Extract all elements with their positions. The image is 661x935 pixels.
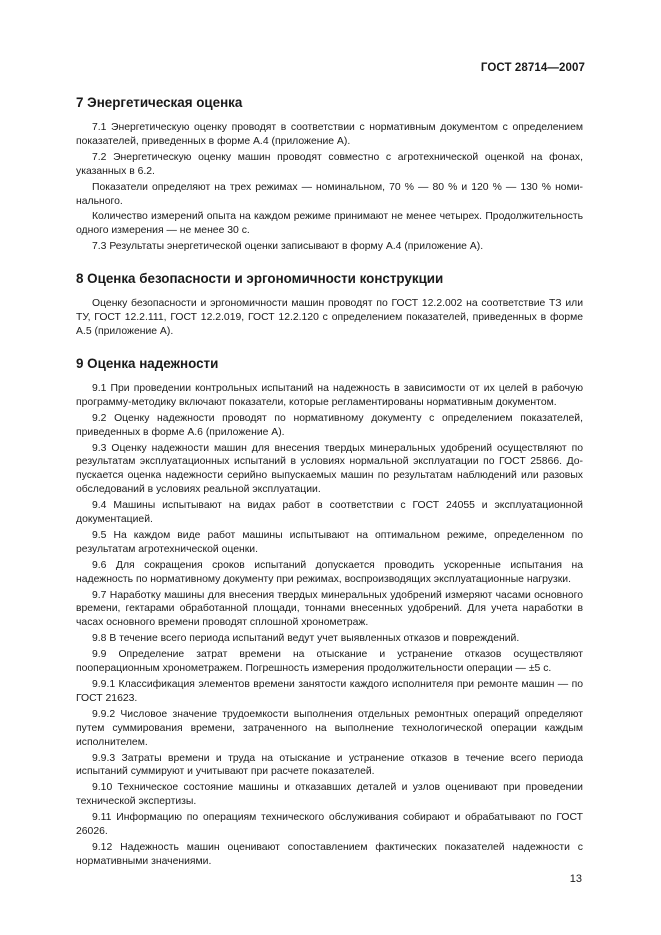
paragraph-8: Оценку безопасности и эргономичности машин проводят по ГОСТ 12.2.002 на соответствие ТЗ или ТУ, ГОСТ 12.2.111, ГОСТ 12.2.019, ГОСТ 12.2.120 с определением показателей, приведенных в форме А.5 (приложение А). — [76, 298, 583, 337]
section-title: 8 Оценка безопасности и эргономичности конструкции — [76, 271, 444, 287]
paragraph-9-10: 9.10 Техническое состояние машины и отказавших деталей и узлов оценивают при проведении технической экспертизы. — [76, 782, 583, 808]
paragraph-9-9-2: 9.9.2 Числовое значение трудоемкости выполнения отдельных ремонтных операций определяют путем суммирования времени, затраченного на выполнение технологической операции каждым исполнителем. — [76, 708, 583, 748]
section-title: 9 Оценка надежности — [76, 355, 219, 371]
document-header: ГОСТ 28714—2007 — [480, 62, 585, 74]
paragraph-9-8: 9.8 В течение всего периода испытаний ведут учет выявленных отказов и повреждений. — [92, 633, 520, 645]
paragraph-9-4: 9.4 Машины испытывают на видах работ в соответствии с ГОСТ 24055 и эксплуатационной документацией. — [76, 500, 583, 526]
page-number: 13 — [569, 873, 582, 885]
paragraph-9-12: 9.12 Надежность машин оценивают сопоставлением фактических показателей надежности с нормативными значениями. — [76, 841, 583, 867]
paragraph-9-6: 9.6 Для сокращения сроков испытаний допускается проводить ускоренные испытания на надежность по нормативному документу при режимах, воспроизводящих эксплуатационные нагрузки. — [76, 559, 583, 585]
paragraph-9-7: 9.7 Наработку машины для внесения твердых минеральных удобрений измеряют часами основного времени, гектарами обработанной площади, тоннами внесенных удобрений. Для учета наработки в часах основного времени проводят сплошной хронометраж. — [76, 589, 583, 629]
paragraph-9-1: 9.1 При проведении контрольных испытаний на надежность в зависимости от их целей в рабочую программу-методику включают показатели, которые регламентированы нормативным документом. — [76, 382, 583, 408]
paragraph-measurements: Количество измерений опыта на каждом режиме принимают не менее четырех. Продолжительность одного измерения — не менее 30 с. — [76, 211, 583, 237]
paragraph-9-2: 9.2 Оценку надежности проводят по нормативному документу с определением показателей, приведенных в форме А.6 (приложение А). — [76, 412, 583, 438]
section-8 — [76, 270, 583, 339]
paragraph-9-3: 9.3 Оценку надежности машин для внесения твердых минеральных удобрений осуществляют по результатам эксплуатационных испытаний в условиях нормальной эксплуатации по ГОСТ 25866. Допускается оценка надежности серийно выпускаемых машин по результатам наблюдений или разовых обследований в условиях реальной эксплуатации. — [76, 442, 583, 496]
section-7 — [76, 94, 583, 254]
paragraph-7-3: 7.3 Результаты энергетической оценки записывают в форму А.4 (приложение А). — [92, 241, 484, 253]
paragraph-9-9-3: 9.9.3 Затраты времени и труда на отыскание и устранение отказов в течение всего периода испытаний суммируют и учитывают при расчете показателей. — [76, 752, 583, 778]
section-title: 7 Энергетическая оценка — [76, 95, 243, 110]
paragraph-9-11: 9.11 Информацию по операциям технического обслуживания собирают и обрабатывают по ГОСТ 26026. — [76, 812, 583, 838]
page-content — [76, 94, 583, 871]
paragraph-modes: Показатели определяют на трех режимах — номинальном, 70 % — 80 % и 120 % — 130 % номинального. — [76, 181, 583, 207]
paragraph-9-9-1: 9.9.1 Классификация элементов времени занятости каждого исполнителя при ремонте машин — по ГОСТ 21623. — [76, 679, 583, 704]
paragraph-7-2: 7.2 Энергетическую оценку машин проводят совместно с агротехнической оценкой на фонах, указанных в 6.2. — [76, 151, 583, 177]
section-9 — [76, 355, 583, 869]
paragraph-9-5: 9.5 На каждом виде работ машины испытывают на оптимальном режиме, определенном по результатам агротехнической оценки. — [76, 529, 583, 555]
paragraph-9-9: 9.9 Определение затрат времени на отыскание и устранение отказов осуществляют пооперационным хронометражем. Погрешность измерения продолжительности операции — ±5 с. — [76, 649, 583, 675]
paragraph-7-1: 7.1 Энергетическую оценку проводят в соответствии с нормативным документом с определением показателей, приведенных в форме А.4 (приложение А). — [76, 122, 583, 147]
